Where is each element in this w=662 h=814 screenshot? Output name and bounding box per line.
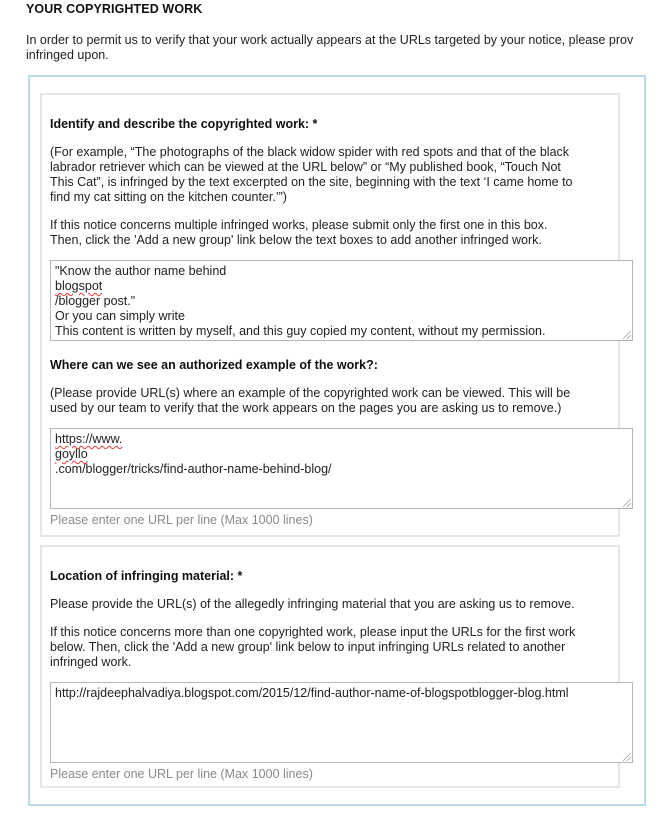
infringing-location-label: Location of infringing material: * (50, 569, 243, 583)
example-line: (For example, “The photographs of the black widow spider with red spots and that of the black (50, 145, 570, 159)
authorized-example-label: Where can we see an authorized example of the work?: (50, 358, 378, 372)
textarea-line: "Know the author name behind blogspot /blogger post." (55, 264, 628, 309)
identify-work-label: Identify and describe the copyrighted work: * (50, 117, 318, 131)
authorized-url-hint: Please enter one URL per line (Max 1000 lines) (50, 513, 313, 527)
section-title: YOUR COPYRIGHTED WORK (26, 2, 203, 16)
authorized-url-textarea[interactable] (50, 428, 633, 509)
work-description-textarea[interactable] (50, 260, 633, 341)
intro-line: infringed upon. (26, 48, 109, 62)
textarea-line: https://www. goyllo .com/blogger/tricks/find-author-name-behind-blog/ (55, 432, 628, 477)
help-line: (Please provide URL(s) where an example of the copyrighted work can be viewed. This will be (50, 386, 571, 400)
textarea-line: http://rajdeephalvadiya.blogspot.com/2015/12/find-author-name-of-blogspotblogger-blog.html (55, 686, 569, 700)
textarea-line: Or you can simply write (55, 309, 185, 323)
example-line: find my cat sitting on the kitchen counter.’”) (50, 190, 287, 204)
multiple-works-text (50, 218, 547, 248)
resize-handle-icon[interactable] (623, 753, 631, 761)
infringing-help-text: Please provide the URL(s) of the allegedly infringing material that you are asking us to remove. (50, 597, 575, 611)
misspelled-word: goyllo (55, 447, 88, 461)
textarea-line: This content is written by myself, and this guy copied my content, without my permission. (55, 324, 546, 338)
multiple-line: below. Then, click the 'Add a new group' link below to input infringing URLs related to another (50, 640, 566, 654)
multiple-line: infringed work. (50, 655, 132, 669)
intro-line: In order to permit us to verify that your work actually appears at the URLs targeted by your notice, please prov (26, 33, 634, 47)
identify-example-text (50, 145, 573, 205)
help-line: used by our team to verify that the work appears on the pages you are asking us to remove.) (50, 401, 562, 415)
resize-handle-icon[interactable] (623, 331, 631, 339)
infringing-url-hint: Please enter one URL per line (Max 1000 lines) (50, 767, 313, 781)
example-line: labrador retriever which can be viewed at the URL below” or “My published book, “Touch Not (50, 160, 561, 174)
infringing-url-textarea[interactable] (50, 682, 633, 763)
misspelled-word: blogspot (55, 279, 103, 293)
multiple-line: If this notice concerns more than one copyrighted work, please input the URLs for the first work (50, 625, 576, 639)
example-line: This Cat”, is infringed by the text excerpted on the site, beginning with the text ‘I came home to (50, 175, 573, 189)
infringing-multiple-text (50, 625, 575, 670)
multiple-line: If this notice concerns multiple infringed works, please submit only the first one in this box. (50, 218, 548, 232)
multiple-line: Then, click the 'Add a new group' link below the text boxes to add another infringed work. (50, 233, 542, 247)
resize-handle-icon[interactable] (623, 499, 631, 507)
intro-text (26, 33, 662, 63)
authorized-help-text (50, 386, 570, 416)
